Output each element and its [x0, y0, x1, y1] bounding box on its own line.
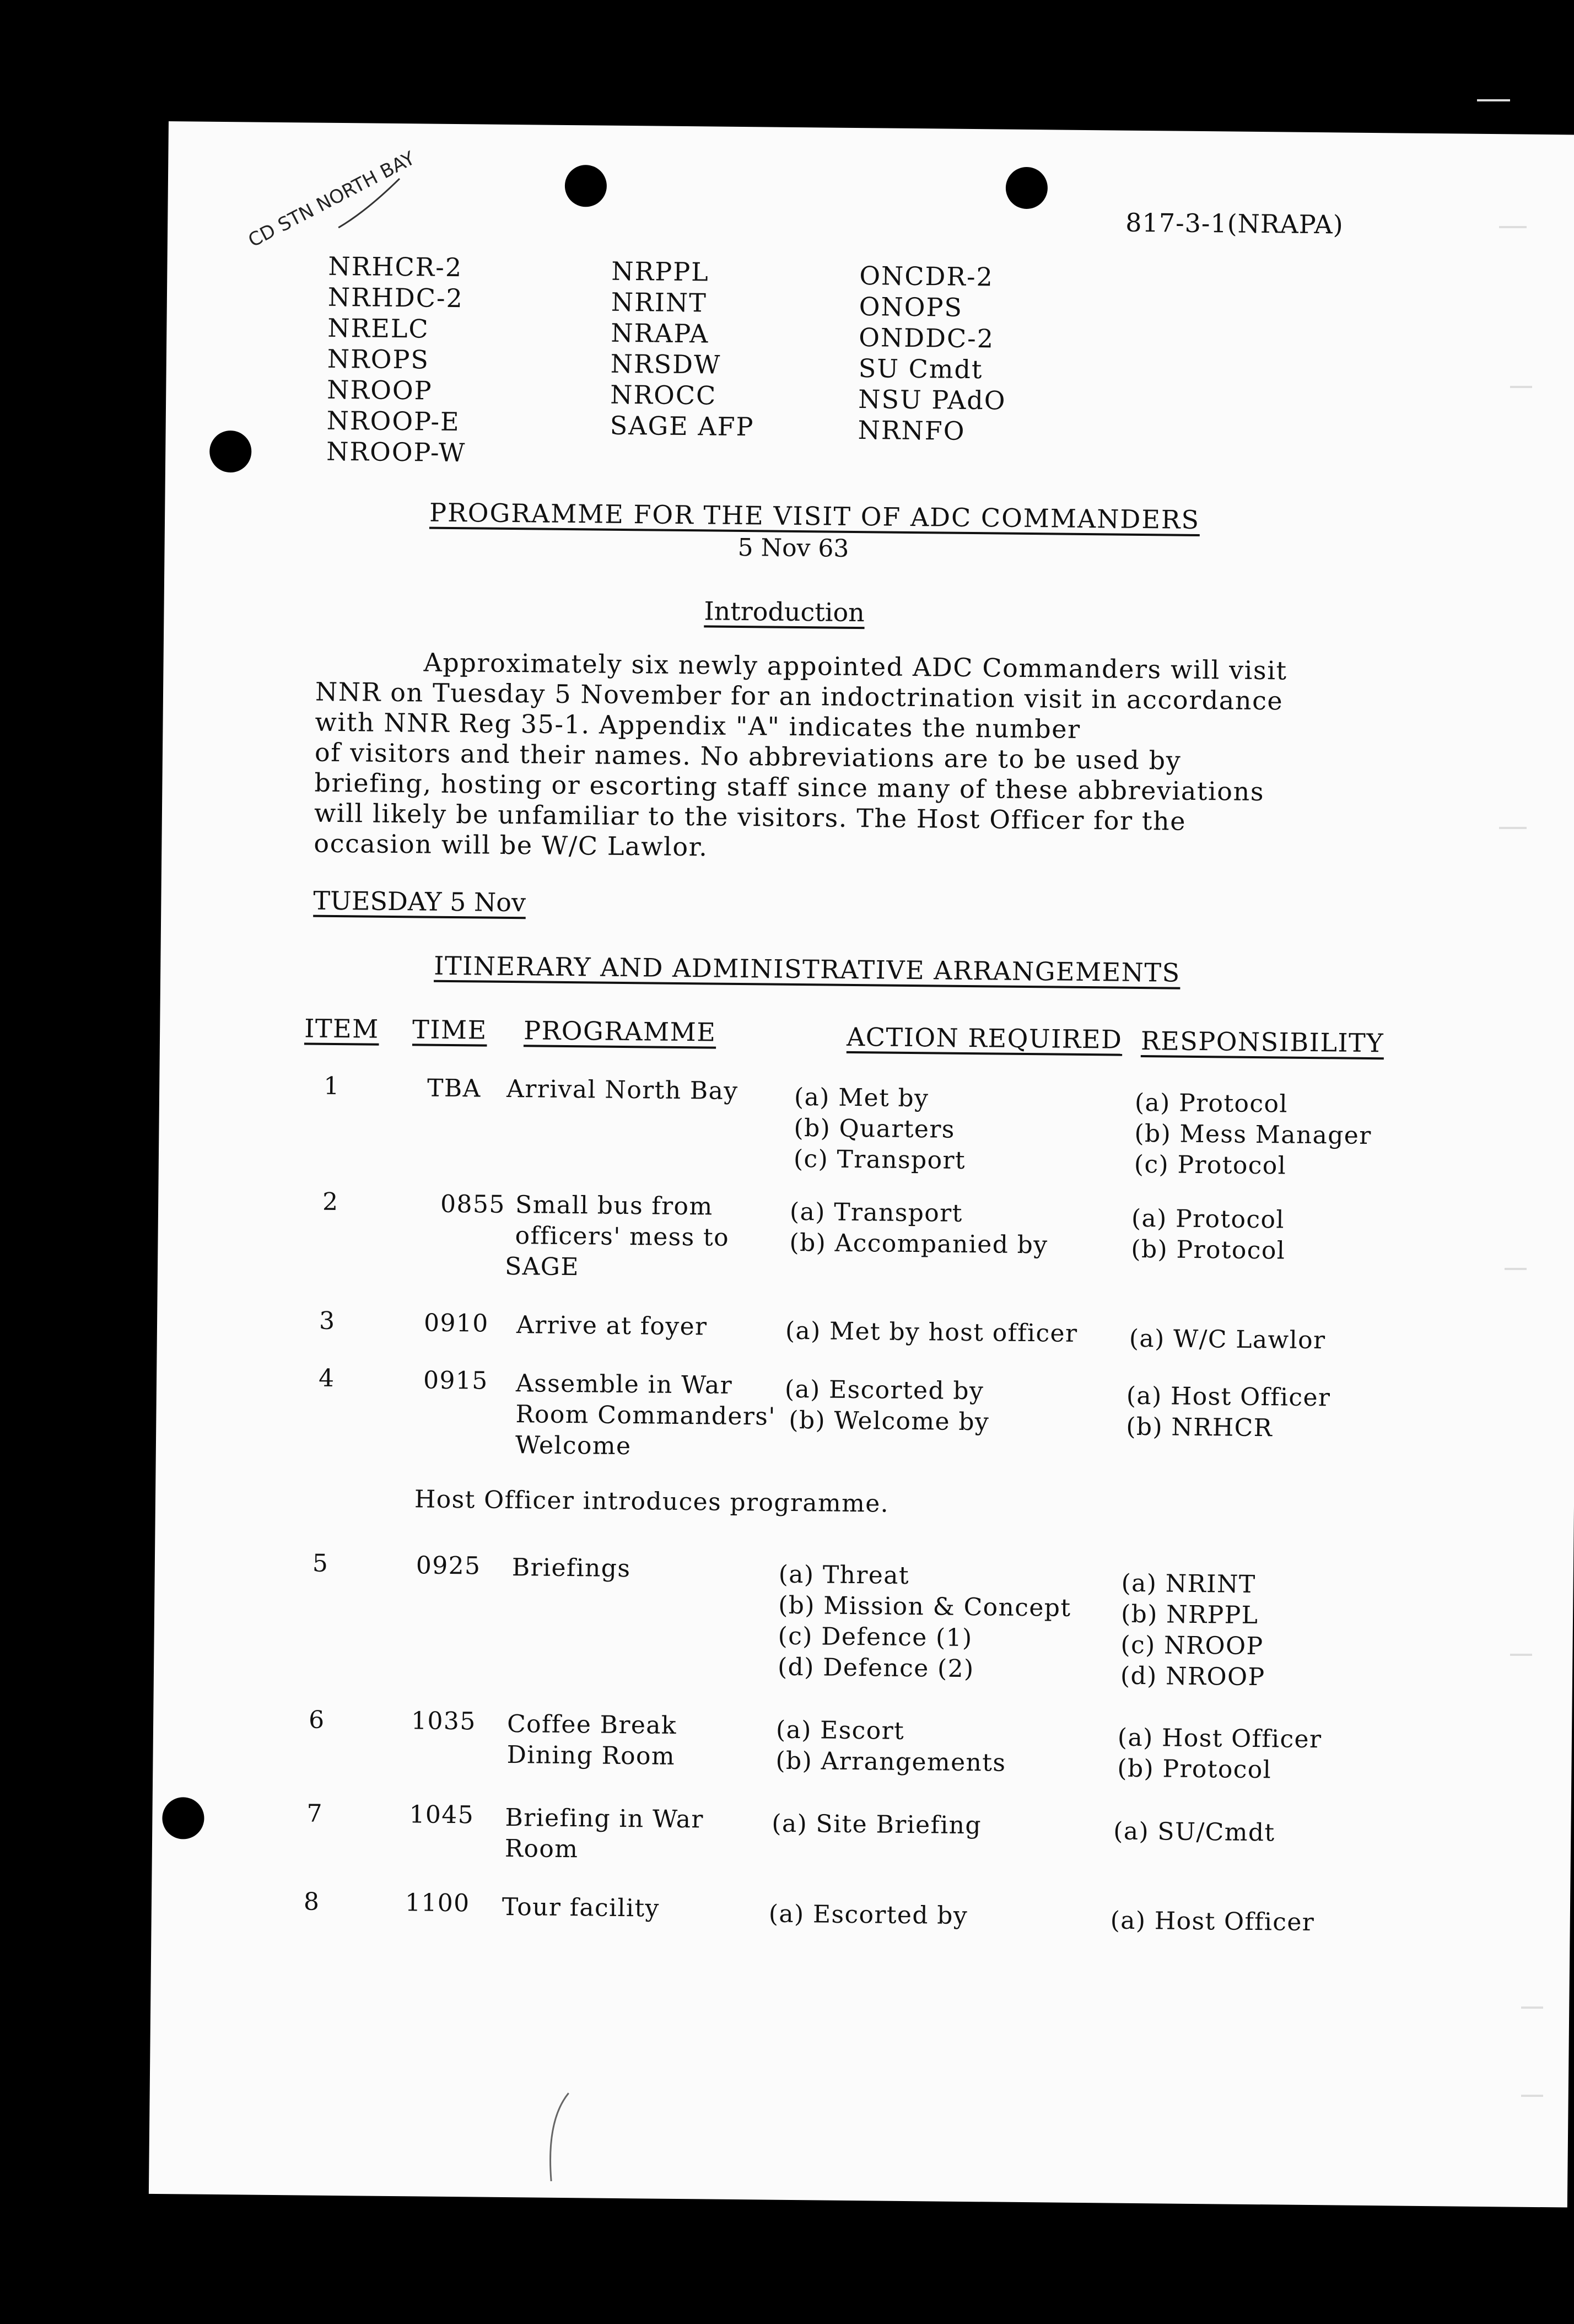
punch-hole-left-lower	[162, 1797, 204, 1839]
intro-line: NNR on Tuesday 5 November for an indoctrination visit in accordance	[315, 676, 1284, 716]
row-4-item: 4	[318, 1364, 335, 1392]
row-3-programme: Arrive at foyer	[516, 1311, 708, 1341]
row-1-item: 1	[323, 1072, 340, 1101]
file-reference: 817-3-1(NRAPA)	[1125, 207, 1344, 240]
dist-item: SU Cmdt	[858, 353, 983, 385]
dist-item: NRPPL	[611, 256, 710, 287]
row-7-time: 1045	[409, 1800, 475, 1830]
row-3-action: (a) Met by host officer	[785, 1316, 1078, 1348]
row-1-action: (a) Met by (b) Quarters (c) Transport	[793, 1083, 966, 1175]
intro-line: of visitors and their names. No abbreviations are to be used by	[314, 737, 1182, 776]
handwritten-stroke	[333, 173, 411, 239]
dist-item: ONOPS	[859, 292, 963, 322]
column-header-responsibility: RESPONSIBILITY	[1140, 1026, 1384, 1058]
row-4-programme: Assemble in War Room Commanders' Welcome	[515, 1369, 777, 1461]
introduction-heading: Introduction	[704, 596, 865, 628]
dist-item: SAGE AFP	[610, 410, 754, 442]
dist-item: NRHDC-2	[327, 282, 464, 314]
row-6-responsibility: (a) Host Officer (b) Protocol	[1117, 1723, 1322, 1784]
dist-item: NROOP	[327, 374, 433, 406]
dist-item: NRAPA	[611, 318, 709, 349]
film-edge-mark	[1510, 1654, 1532, 1656]
stray-pen-mark	[535, 2088, 580, 2187]
row-5-item: 5	[312, 1549, 329, 1578]
distribution-list-col3	[858, 260, 1007, 447]
row-7-item: 7	[306, 1799, 324, 1828]
dist-item: ONCDR-2	[859, 261, 994, 292]
row-1-programme: Arrival North Bay	[506, 1074, 739, 1106]
row-2-action: (a) Transport (b) Accompanied by	[789, 1197, 1048, 1260]
column-header-time: TIME	[412, 1014, 488, 1045]
dist-item: NROPS	[327, 343, 430, 375]
dist-item: NROOP-W	[326, 436, 466, 468]
row-7-action: (a) Site Briefing	[772, 1809, 982, 1840]
dist-item: NSU PAdO	[858, 384, 1006, 416]
row-2-item: 2	[322, 1187, 339, 1217]
row-4-responsibility: (a) Host Officer (b) NRHCR	[1126, 1381, 1331, 1443]
dist-item: NRNFO	[858, 415, 966, 446]
document-page	[149, 121, 1574, 2208]
punch-hole-left-upper	[209, 431, 252, 473]
film-edge-mark	[1510, 386, 1532, 388]
itinerary-heading: ITINERARY AND ADMINISTRATIVE ARRANGEMENTS	[434, 950, 1180, 988]
dist-item: NRSDW	[610, 348, 721, 380]
row-2-time: 0855	[440, 1190, 505, 1219]
dist-item: ONDDC-2	[859, 322, 995, 354]
film-edge-mark	[1499, 226, 1527, 228]
row-1-time: TBA	[427, 1074, 482, 1103]
intro-line: with NNR Reg 35-1. Appendix "A" indicates the number	[315, 707, 1081, 744]
film-edge-mark	[1521, 2095, 1543, 2097]
row-8-responsibility: (a) Host Officer	[1110, 1906, 1315, 1937]
dist-item: NRELC	[327, 313, 429, 344]
dist-item: NRINT	[611, 287, 708, 318]
film-edge-mark	[1477, 99, 1510, 101]
row-2-responsibility: (a) Protocol (b) Protocol	[1131, 1204, 1286, 1265]
column-header-programme: PROGRAMME	[523, 1015, 716, 1047]
distribution-list-col1	[326, 251, 468, 468]
row-1-responsibility: (a) Protocol (b) Mess Manager (c) Protocol	[1134, 1088, 1372, 1180]
intro-line: occasion will be W/C Lawlor.	[314, 828, 708, 862]
row-4-action: (a) Escorted by (b) Welcome by	[784, 1375, 990, 1437]
column-header-item: ITEM	[304, 1013, 380, 1044]
film-edge-mark	[1499, 827, 1527, 829]
row-6-action: (a) Escort (b) Arrangements	[775, 1715, 1006, 1777]
row-5-time: 0925	[416, 1551, 481, 1580]
punch-hole-top-left	[565, 165, 607, 207]
dist-item: NROOP-E	[326, 405, 460, 437]
dist-item: NRHCR-2	[328, 251, 463, 283]
intro-line: Approximately six newly appointed ADC Commanders will visit	[423, 647, 1287, 686]
programme-date: 5 Nov 63	[737, 533, 849, 563]
row-6-programme: Coffee Break Dining Room	[506, 1710, 677, 1771]
row-8-action: (a) Escorted by	[768, 1900, 968, 1930]
film-edge-mark	[1505, 1268, 1527, 1270]
film-edge-mark	[1521, 2006, 1543, 2009]
handwritten-annotation: CD STN NORTH BAY	[245, 147, 419, 252]
row-3-responsibility: (a) W/C Lawlor	[1129, 1324, 1326, 1355]
host-officer-note: Host Officer introduces programme.	[414, 1485, 890, 1518]
programme-title: PROGRAMME FOR THE VISIT OF ADC COMMANDERS	[429, 497, 1200, 535]
row-6-time: 1035	[411, 1707, 476, 1736]
row-5-programme: Briefings	[511, 1553, 631, 1583]
row-7-programme: Briefing in War Room	[504, 1804, 704, 1864]
row-3-item: 3	[319, 1306, 336, 1336]
row-2-programme: Small bus from officers' mess to SAGE	[504, 1191, 730, 1282]
column-header-action: ACTION REQUIRED	[846, 1021, 1123, 1055]
row-5-responsibility: (a) NRINT (b) NRPPL (c) NROOP (d) NROOP	[1120, 1569, 1265, 1692]
dist-item: NROCC	[610, 379, 717, 411]
row-5-action: (a) Threat (b) Mission & Concept (c) Defence (1) (d) Defence (2)	[777, 1560, 1071, 1683]
distribution-list-col2	[610, 256, 756, 442]
row-6-item: 6	[308, 1706, 325, 1734]
row-8-time: 1100	[405, 1889, 470, 1918]
intro-line: briefing, hosting or escorting staff since many of these abbreviations	[314, 767, 1265, 807]
introduction-paragraph	[314, 647, 1287, 868]
intro-line: will likely be unfamiliar to the visitors. The Host Officer for the	[314, 798, 1187, 836]
row-3-time: 0910	[423, 1309, 489, 1338]
day-heading: TUESDAY 5 Nov	[313, 885, 526, 918]
punch-hole-top-right	[1006, 167, 1048, 209]
row-8-item: 8	[303, 1887, 320, 1916]
row-4-time: 0915	[423, 1366, 488, 1395]
row-8-programme: Tour facility	[502, 1892, 660, 1923]
row-7-responsibility: (a) SU/Cmdt	[1113, 1817, 1275, 1847]
